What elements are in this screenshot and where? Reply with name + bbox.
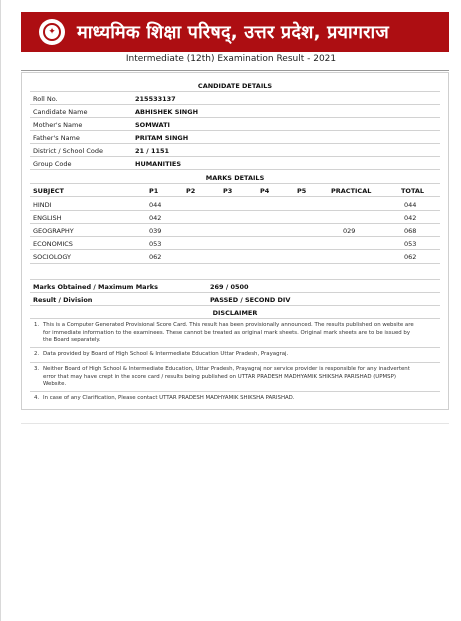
total-cell: 042 bbox=[404, 214, 417, 222]
disclaimer-line: Neither Board of High School & Intermediate Education, Uttar Pradesh, Prayagraj nor service provider is responsible for any inadvertent bbox=[43, 366, 410, 372]
col-p3: P3 bbox=[223, 187, 233, 195]
marks-details-title: MARKS DETAILS bbox=[205, 174, 265, 182]
divider bbox=[30, 249, 440, 250]
total-cell: 068 bbox=[404, 227, 417, 235]
col-p4: P4 bbox=[260, 187, 270, 195]
disclaimer-number: 1. bbox=[34, 322, 40, 328]
disclaimer-line: This is a Computer Generated Provisional Score Card. This result has been provisionally announced. The results published on website are bbox=[43, 322, 414, 328]
disclaimer-number: 2. bbox=[34, 351, 40, 357]
total-cell: 053 bbox=[404, 240, 417, 248]
group-code-label: Group Code bbox=[33, 160, 72, 168]
p1-cell: 042 bbox=[149, 214, 162, 222]
practical-cell: 029 bbox=[343, 227, 356, 235]
subject-cell: ENGLISH bbox=[33, 214, 62, 222]
col-total: TOTAL bbox=[401, 187, 425, 195]
disclaimer-line: for immediate information to the examinees. These cannot be treated as original mark sheets. Original mark sheets are to be issued by bbox=[43, 329, 411, 336]
divider bbox=[30, 117, 440, 118]
divider bbox=[30, 223, 440, 224]
disclaimer-line: error that may have crept in the score card / results being published on UTTAR PRADESH MADHYAMIK SHIKSHA PARISHAD (UPMSP) bbox=[43, 373, 396, 380]
divider bbox=[30, 347, 440, 348]
divider bbox=[30, 236, 440, 237]
divider bbox=[30, 318, 440, 319]
col-practical: PRACTICAL bbox=[331, 187, 372, 195]
divider bbox=[30, 263, 440, 264]
group-code-value: HUMANITIES bbox=[135, 160, 182, 168]
score-card bbox=[21, 72, 449, 410]
divider bbox=[30, 104, 440, 105]
p1-cell: 062 bbox=[149, 253, 162, 261]
disclaimer-line: Data provided by Board of High School & Intermediate Education Uttar Pradesh, Prayagraj. bbox=[43, 351, 289, 357]
divider bbox=[30, 305, 440, 306]
result-division-value: PASSED / SECOND DIV bbox=[210, 296, 291, 304]
divider bbox=[30, 210, 440, 211]
disclaimer-item bbox=[43, 322, 443, 345]
disclaimer-line: Website. bbox=[43, 381, 67, 388]
marks-obtained-label: Marks Obtained / Maximum Marks bbox=[33, 283, 158, 291]
col-subject: SUBJECT bbox=[33, 187, 64, 195]
subject-cell: SOCIOLOGY bbox=[33, 253, 72, 261]
col-p1: P1 bbox=[149, 187, 159, 195]
total-cell: 044 bbox=[404, 201, 417, 209]
divider bbox=[30, 196, 440, 197]
marks-obtained-value: 269 / 0500 bbox=[210, 283, 249, 291]
divider bbox=[30, 156, 440, 157]
board-title: माध्यमिक शिक्षा परिषद्, उत्तर प्रदेश, प्रयागराज bbox=[77, 22, 389, 43]
up-emblem-icon: ✦ bbox=[39, 19, 65, 45]
divider bbox=[30, 279, 440, 280]
disclaimer-title: DISCLAIMER bbox=[212, 309, 258, 317]
district-school-code-label: District / School Code bbox=[33, 147, 103, 155]
subject-cell: HINDI bbox=[33, 201, 52, 209]
mother-name-label: Mother's Name bbox=[33, 121, 83, 129]
disclaimer-number: 4. bbox=[34, 395, 40, 401]
divider bbox=[21, 70, 449, 71]
divider bbox=[30, 91, 440, 92]
disclaimer-item bbox=[43, 366, 443, 389]
divider bbox=[30, 169, 440, 170]
mother-name-value: SOMWATI bbox=[135, 121, 170, 129]
disclaimer-line: the Board separately. bbox=[43, 337, 101, 344]
father-name-label: Father's Name bbox=[33, 134, 80, 142]
roll-no-label: Roll No. bbox=[33, 95, 58, 103]
disclaimer-number: 3. bbox=[34, 366, 40, 372]
candidate-name-label: Candidate Name bbox=[33, 108, 88, 116]
p1-cell: 039 bbox=[149, 227, 162, 235]
col-p5: P5 bbox=[297, 187, 307, 195]
divider bbox=[21, 423, 449, 424]
roll-no-value: 215533137 bbox=[135, 95, 176, 103]
p1-cell: 053 bbox=[149, 240, 162, 248]
divider bbox=[30, 143, 440, 144]
subject-cell: ECONOMICS bbox=[33, 240, 73, 248]
divider bbox=[30, 183, 440, 184]
district-school-code-value: 21 / 1151 bbox=[135, 147, 170, 155]
disclaimer-item bbox=[43, 395, 443, 403]
candidate-details-title: CANDIDATE DETAILS bbox=[197, 82, 273, 90]
disclaimer-item bbox=[43, 351, 443, 359]
divider bbox=[30, 292, 440, 293]
divider bbox=[30, 362, 440, 363]
p1-cell: 044 bbox=[149, 201, 162, 209]
board-header bbox=[21, 12, 449, 52]
col-p2: P2 bbox=[186, 187, 196, 195]
total-cell: 062 bbox=[404, 253, 417, 261]
father-name-value: PRITAM SINGH bbox=[135, 134, 189, 142]
exam-title: Intermediate (12th) Examination Result - 2021 bbox=[125, 54, 337, 64]
subject-cell: GEOGRAPHY bbox=[33, 227, 74, 235]
candidate-name-value: ABHISHEK SINGH bbox=[135, 108, 199, 116]
disclaimer-line: In case of any Clarification, Please contact UTTAR PRADESH MADHYAMIK SHIKSHA PARISHAD. bbox=[43, 395, 295, 401]
divider bbox=[30, 130, 440, 131]
result-division-label: Result / Division bbox=[33, 296, 93, 304]
divider bbox=[30, 391, 440, 392]
